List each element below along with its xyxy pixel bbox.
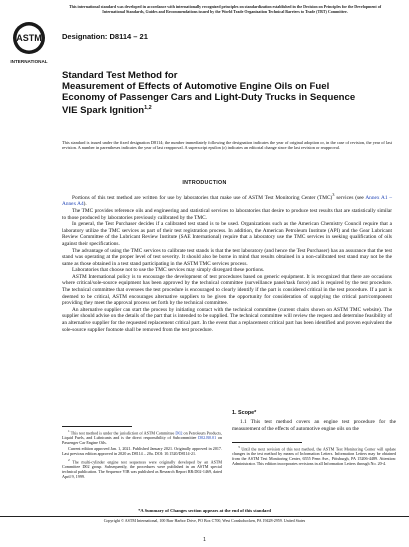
page-number: 1 xyxy=(203,537,206,543)
scope-text: 1.1 This test method covers an engine test procedure for the measurement of the effects of automotive engine oils on the xyxy=(232,419,396,432)
title-line-1: Standard Test Method for xyxy=(62,70,178,81)
designation: Designation: D8114 – 21 xyxy=(62,32,148,41)
intro-paragraph-5: Laboratories that choose not to use the TMC services may simply disregard these portions. xyxy=(72,267,265,274)
footnote-divider-right xyxy=(232,442,302,443)
intro-paragraph-2: The TMC provides reference oils and engineering and statistical services to laboratories that desire to produce test results that are statistically similar to those produced by laboratories previously calibrated by the TMC. xyxy=(62,207,392,221)
footnote-1-edition: Current edition approved Jan. 1, 2021. Published January 2021. Originally approved in 2017. Last previous edition approved in 2020 as D8114 – 20a. DOI: 10.1520/D8114-21. xyxy=(62,446,222,456)
introduction-body xyxy=(62,192,392,333)
copyright-line: Copyright © ASTM International, 100 Barr Harbor Drive, PO Box C700, West Conshohocken, PA 19428-2959. United States xyxy=(0,516,409,524)
footnote-1-c: on Passenger Car Engine Oils. xyxy=(62,435,223,446)
footnotes xyxy=(62,429,222,481)
title-superscript: 1,2 xyxy=(144,105,152,111)
intro-paragraph-3: In general, the Test Purchaser decides if a calibrated test stand is to be used. Organizations such as the American Chemistry Council require that a laboratory utilize the TMC services as part of their test registration process. In addition, the American Petroleum Institute (API) and the Gear Lubricant Review Committee of the Lubricant Review Institute (SAE International) require that a laboratory use the TMC services in seeking qualification of oils against their specifications. xyxy=(62,221,392,247)
footnote-1-a: This test method is under the jurisdiction of ASTM Committee xyxy=(70,430,176,436)
annex-link[interactable]: Annex A1 – Annex A4 xyxy=(62,194,392,208)
intro-p1-mid: services (see xyxy=(334,194,366,201)
footnote-1: $^1$ This test method is under the jurisdiction of ASTM Committee D02 on Petroleum Products, Liquid Fuels, and Lubricants and is the direct responsibility of Subcommittee D02.B0.01 on Passenger Car Engine Oils. xyxy=(62,429,223,446)
footnote-1-b: on Petroleum Products, Liquid Fuels, and Lubricants and is the direct responsibility of Subcommittee xyxy=(62,430,223,441)
logo-wordmark: INTERNATIONAL xyxy=(10,59,48,64)
committee-link[interactable]: D02 xyxy=(175,430,183,436)
wto-notice: This international standard was developed in accordance with internationally recognized principles on standardization established in the Decision on Principles for the Development of International Standards, Guides and Recommendations issued by the World Trade Organization Technical Barriers to Trade (TBT) Committee. xyxy=(68,4,382,14)
astm-logo-icon xyxy=(9,20,49,70)
title-line-2: Measurement of Effects of Automotive Engine Oils on Fuel Economy of Passenger Cars and Light-Duty Trucks in Sequence VIE Spark Ignition xyxy=(62,81,356,117)
footnote-divider xyxy=(62,426,132,427)
standard-note: This standard is issued under the fixed designation D8114; the number immediately following the designation indicates the year of original adoption or, in the case of revision, the year of last revision. A number in parentheses indicates the year of last reapproval. A superscript epsilon (ε) indicates an editorial change since the last revision or reapproval. xyxy=(62,140,392,151)
introduction-heading: INTRODUCTION xyxy=(182,180,227,186)
summary-of-changes-note: *A Summary of Changes section appears at the end of this standard xyxy=(138,508,271,513)
intro-paragraph-4: The advantage of using the TMC services to calibrate test stands is that the test laboratory (and hence the Test Purchaser) has an assurance that the test stand was operating at the proper level of test severity. It should also be borne in mind that results obtained in a non-calibrated test stand may not be the same as those obtained in a test stand participating in the ASTM TMC services process. xyxy=(62,247,392,267)
scope-heading: 1. Scope* xyxy=(232,410,257,416)
intro-p1-start: Portions of this test method are written for use by laboratories that make use of ASTM Test Monitoring Center (TMC) xyxy=(72,194,333,201)
footnote-2-text: The multi-cylinder engine test sequences were originally developed by an ASTM Committee D02 group. Subsequently, the procedures were published in an ASTM special technical publication. The Sequence VIB was published as Research Report RR:D02-1469, dated April 9, 1999. xyxy=(62,459,222,479)
document-title xyxy=(62,70,362,116)
footnote-2: $^2$ The multi-cylinder engine test sequences were originally developed by an ASTM Committee D02 group. Subsequently, the procedures were published in an ASTM special technical publication. The Sequence VIB was published as Research Report RR:D02-1469, dated April 9, 1999. xyxy=(62,457,222,479)
intro-paragraph-1 xyxy=(62,192,392,208)
svg-text:ASTM: ASTM xyxy=(16,33,42,43)
intro-paragraph-6: ASTM International policy is to encourage the development of test procedures based on generic equipment. It is recognized that there are occasions where critical/sole-source equipment has been approved by the technical committee (surveillance panel/task force) and is required by the test procedure. The technical committee that oversees the test procedure is encouraged to clearly identify if the part is considered critical in the test procedure. If a part is deemed to be critical, ASTM encourages alternative suppliers to be given the opportunity for consideration of supplying the critical part/component providing they meet the approval process set forth by the technical committee. xyxy=(62,273,392,307)
footnote-3-text: Until the next revision of this test method, the ASTM Test Monitoring Center will update changes in the test method by means of Information Letters. Information Letters may be obtained from the ASTM Test Monitoring Center, 6555 Penn Ave., Pittsburgh, PA 15206-4489. Attention: Administrator. This edition incorporates revisions in all Information Letters through No. 20-4. xyxy=(232,446,396,467)
intro-p1-footnote-ref: 3 xyxy=(332,192,335,197)
intro-p1-end: ). xyxy=(83,201,87,208)
footnote-3: $^3$ Until the next revision of this test method, the ASTM Test Monitoring Center will update changes in the test method by means of Information Letters. Information Letters may be obtained from the ASTM Test Monitoring Center, 6555 Penn Ave., Pittsburgh, PA 15206-4489. Attention: Administrator. This edition incorporates revisions in all Information Letters through No. 20-4. xyxy=(232,445,396,467)
subcommittee-link[interactable]: D02.B0.01 xyxy=(198,435,217,441)
intro-paragraph-7: An alternative supplier can start the process by initiating contact with the technical committee (current chairs shown on ASTM TMC website). The supplier should advise on the details of the part that is intended to be supplied. The technical committee will review the request and determine feasibility of an alternative supplier for the requested replacement critical part. In the event that a replacement critical part has been identified and proven equivalent the sole-source supplier footnote shall be removed from the test procedure. xyxy=(62,306,392,333)
